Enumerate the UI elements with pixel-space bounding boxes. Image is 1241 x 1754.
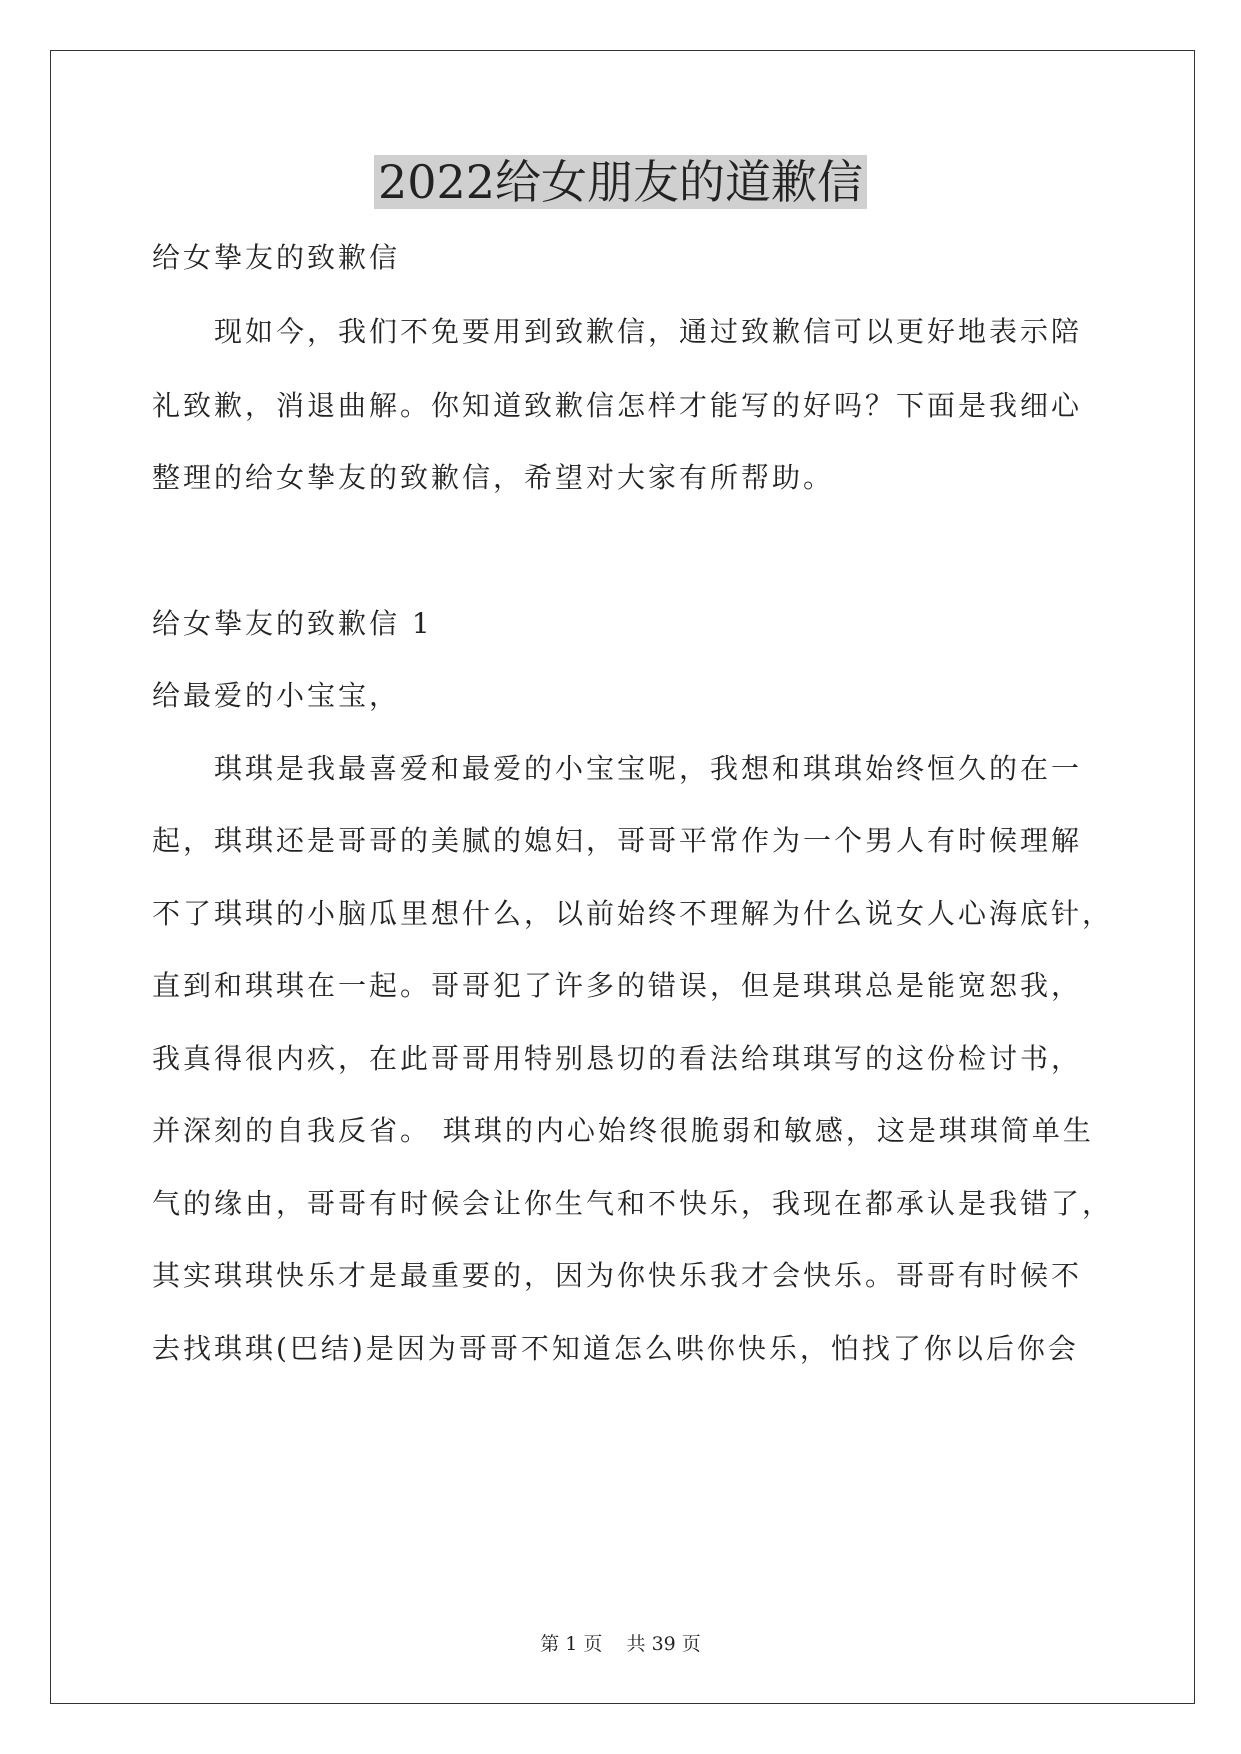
page-footer (0, 1632, 1241, 1656)
body-line-6: 并深刻的自我反省。 琪琪的内心始终很脆弱和敏感，这是琪琪简单生 (152, 1114, 1094, 1147)
body-line-3: 不了琪琪的小脑瓜里想什么，以前始终不理解为什么说女人心海底针， (152, 897, 1114, 930)
page-total: 共 39 页 (626, 1633, 701, 1655)
body-line-9: 去找琪琪(巴结)是因为哥哥不知道怎么哄你快乐，怕找了你以后你会 (152, 1332, 1079, 1365)
document-title (0, 152, 1241, 212)
intro-line-3: 整理的给女挚友的致歉信，希望对大家有所帮助。 (152, 461, 835, 494)
intro-line-2: 礼致歉，消退曲解。你知道致歉信怎样才能写的好吗？下面是我细心 (152, 389, 1083, 422)
body-line-2: 起，琪琪还是哥哥的美腻的媳妇，哥哥平常作为一个男人有时候理解 (152, 824, 1083, 857)
page-border (50, 50, 1195, 1704)
page-number: 第 1 页 (540, 1633, 603, 1655)
body-line-4: 直到和琪琪在一起。哥哥犯了许多的错误，但是琪琪总是能宽恕我， (152, 969, 1083, 1002)
intro-heading: 给女挚友的致歉信 (152, 241, 401, 274)
body-line-5: 我真得很内疚，在此哥哥用特别恳切的看法给琪琪写的这份检讨书， (152, 1042, 1083, 1075)
body-line-8: 其实琪琪快乐才是最重要的，因为你快乐我才会快乐。哥哥有时候不 (152, 1259, 1083, 1292)
section-heading: 给女挚友的致歉信 1 (152, 607, 433, 640)
body-line-7: 气的缘由，哥哥有时候会让你生气和不快乐，我现在都承认是我错了， (152, 1187, 1114, 1220)
salutation: 给最爱的小宝宝， (152, 679, 401, 712)
intro-line-1: 现如今，我们不免要用到致歉信，通过致歉信可以更好地表示陪 (214, 315, 1083, 348)
body-line-1: 琪琪是我最喜爱和最爱的小宝宝呢，我想和琪琪始终恒久的在一 (214, 752, 1083, 785)
document-title-text: 2022给女朋友的道歉信 (374, 155, 867, 209)
